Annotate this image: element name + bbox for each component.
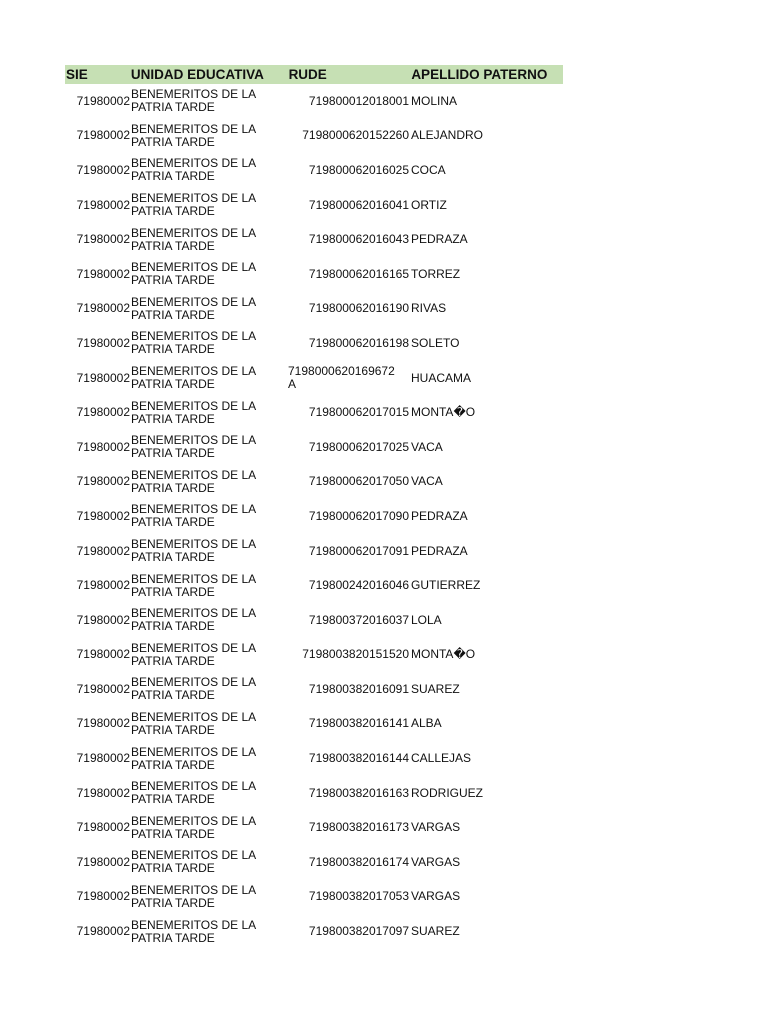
cell-unidad-educativa xyxy=(130,88,288,114)
cell-rude: 719800382016144 xyxy=(308,751,409,766)
cell-sie: 71980002 xyxy=(76,405,130,420)
unidad-educativa-line1: BENEMERITOS DE LA xyxy=(131,709,257,724)
unidad-educativa-line1: BENEMERITOS DE LA xyxy=(131,882,257,897)
cell-unidad-educativa xyxy=(130,261,288,287)
unidad-educativa-line1: BENEMERITOS DE LA xyxy=(131,364,257,379)
cell-rude: 719800382016091 xyxy=(308,681,409,696)
unidad-educativa-line1: BENEMERITOS DE LA xyxy=(131,917,257,932)
cell-apellido-paterno: HUACAMA xyxy=(411,370,472,385)
table-header-row xyxy=(65,65,563,84)
unidad-educativa-line2: PATRIA TARDE xyxy=(131,411,215,426)
cell-sie: 71980002 xyxy=(76,785,130,800)
unidad-educativa-line1: BENEMERITOS DE LA xyxy=(131,675,257,690)
table-row xyxy=(65,810,563,845)
unidad-educativa-line1: BENEMERITOS DE LA xyxy=(131,260,257,275)
cell-unidad-educativa xyxy=(130,849,288,875)
cell-sie: 71980002 xyxy=(76,924,130,939)
unidad-educativa-line1: BENEMERITOS DE LA xyxy=(131,191,257,206)
cell-sie: 71980002 xyxy=(76,820,130,835)
cell-unidad-educativa xyxy=(130,123,288,149)
unidad-educativa-line1: BENEMERITOS DE LA xyxy=(131,640,257,655)
cell-sie: 71980002 xyxy=(76,266,130,281)
cell-apellido-paterno: VARGAS xyxy=(411,820,461,835)
unidad-educativa-line1: BENEMERITOS DE LA xyxy=(131,848,257,863)
cell-sie: 71980002 xyxy=(76,716,130,731)
cell-rude: 719800062016165 xyxy=(308,266,409,281)
cell-unidad-educativa xyxy=(130,296,288,322)
unidad-educativa-line2: PATRIA TARDE xyxy=(131,204,215,219)
table-row xyxy=(65,845,563,880)
unidad-educativa-line2: PATRIA TARDE xyxy=(131,653,215,668)
cell-rude: 719800062016190 xyxy=(308,301,409,316)
unidad-educativa-line2: PATRIA TARDE xyxy=(131,619,215,634)
cell-rude: 719800372016037 xyxy=(308,612,409,627)
header-sie: SIE xyxy=(66,67,88,82)
cell-apellido-paterno: ORTIZ xyxy=(411,197,447,212)
unidad-educativa-line1: BENEMERITOS DE LA xyxy=(131,156,257,171)
cell-sie: 71980002 xyxy=(76,612,130,627)
table-row xyxy=(65,707,563,742)
unidad-educativa-line1: BENEMERITOS DE LA xyxy=(131,87,257,102)
unidad-educativa-line2: PATRIA TARDE xyxy=(131,377,215,392)
unidad-educativa-line1: BENEMERITOS DE LA xyxy=(131,398,257,413)
cell-sie: 71980002 xyxy=(76,301,130,316)
cell-unidad-educativa xyxy=(130,400,288,426)
cell-unidad-educativa xyxy=(130,192,288,218)
cell-sie: 71980002 xyxy=(76,508,130,523)
unidad-educativa-line2: PATRIA TARDE xyxy=(131,307,215,322)
table-row xyxy=(65,603,563,638)
cell-apellido-paterno: TORREZ xyxy=(411,266,461,281)
cell-rude: 719800062016025 xyxy=(308,162,409,177)
unidad-educativa-line1: BENEMERITOS DE LA xyxy=(131,467,257,482)
cell-rude: 719800382016173 xyxy=(308,820,409,835)
cell-unidad-educativa xyxy=(130,919,288,945)
table-row xyxy=(65,534,563,569)
table-row xyxy=(65,638,563,673)
table-row xyxy=(65,188,563,223)
cell-sie: 71980002 xyxy=(76,162,130,177)
unidad-educativa-line2: PATRIA TARDE xyxy=(131,169,215,184)
header-apellido-paterno: APELLIDO PATERNO xyxy=(411,67,548,82)
cell-unidad-educativa xyxy=(130,157,288,183)
cell-rude: 719800062016041 xyxy=(308,197,409,212)
table-row xyxy=(65,568,563,603)
cell-rude: 719800382016174 xyxy=(308,854,409,869)
cell-apellido-paterno: VARGAS xyxy=(411,889,461,904)
cell-sie: 71980002 xyxy=(76,543,130,558)
cell-rude: 7198000620152260 xyxy=(302,128,409,143)
cell-apellido-paterno: ALEJANDRO xyxy=(411,128,484,143)
unidad-educativa-line2: PATRIA TARDE xyxy=(131,792,215,807)
unidad-educativa-line1: BENEMERITOS DE LA xyxy=(131,813,257,828)
cell-apellido-paterno: PEDRAZA xyxy=(411,508,468,523)
table-row xyxy=(65,84,563,119)
cell-rude: 719800062017090 xyxy=(308,508,409,523)
cell-apellido-paterno: PEDRAZA xyxy=(411,543,468,558)
table-row xyxy=(65,465,563,500)
unidad-educativa-line2: PATRIA TARDE xyxy=(131,515,215,530)
cell-unidad-educativa xyxy=(130,607,288,633)
table-row xyxy=(65,776,563,811)
cell-sie: 71980002 xyxy=(76,93,130,108)
unidad-educativa-line1: BENEMERITOS DE LA xyxy=(131,502,257,517)
cell-apellido-paterno: LOLA xyxy=(411,612,442,627)
unidad-educativa-line1: BENEMERITOS DE LA xyxy=(131,121,257,136)
cell-sie: 71980002 xyxy=(76,439,130,454)
unidad-educativa-line2: PATRIA TARDE xyxy=(131,826,215,841)
table-row xyxy=(65,672,563,707)
cell-sie: 71980002 xyxy=(76,889,130,904)
table-row xyxy=(65,880,563,915)
cell-sie: 71980002 xyxy=(76,751,130,766)
cell-sie: 71980002 xyxy=(76,232,130,247)
cell-rude: 719800242016046 xyxy=(308,578,409,593)
cell-rude: 719800382017053 xyxy=(308,889,409,904)
table-row xyxy=(65,361,563,396)
cell-unidad-educativa xyxy=(130,469,288,495)
cell-sie: 71980002 xyxy=(76,128,130,143)
header-rude: RUDE xyxy=(288,67,327,82)
table-row xyxy=(65,914,563,949)
cell-rude xyxy=(288,365,411,391)
cell-unidad-educativa xyxy=(130,503,288,529)
cell-rude: 719800382017097 xyxy=(308,924,409,939)
cell-apellido-paterno: MONTA�O xyxy=(411,647,476,662)
unidad-educativa-line2: PATRIA TARDE xyxy=(131,584,215,599)
cell-rude: 719800382016141 xyxy=(308,716,409,731)
unidad-educativa-line2: PATRIA TARDE xyxy=(131,688,215,703)
cell-apellido-paterno: ALBA xyxy=(411,716,442,731)
unidad-educativa-line2: PATRIA TARDE xyxy=(131,861,215,876)
cell-apellido-paterno: PEDRAZA xyxy=(411,232,468,247)
unidad-educativa-line1: BENEMERITOS DE LA xyxy=(131,433,257,448)
cell-unidad-educativa xyxy=(130,227,288,253)
cell-unidad-educativa xyxy=(130,365,288,391)
unidad-educativa-line1: BENEMERITOS DE LA xyxy=(131,571,257,586)
cell-rude: 719800062017050 xyxy=(308,474,409,489)
cell-sie: 71980002 xyxy=(76,854,130,869)
cell-apellido-paterno: CALLEJAS xyxy=(411,751,472,766)
table-row xyxy=(65,292,563,327)
cell-apellido-paterno: VARGAS xyxy=(411,854,461,869)
cell-apellido-paterno: MONTA�O xyxy=(411,405,476,420)
cell-apellido-paterno: VACA xyxy=(411,474,443,489)
cell-rude: 719800062017091 xyxy=(308,543,409,558)
cell-unidad-educativa xyxy=(130,676,288,702)
cell-sie: 71980002 xyxy=(76,578,130,593)
cell-apellido-paterno: RODRIGUEZ xyxy=(411,785,483,800)
cell-rude: 719800062017015 xyxy=(308,405,409,420)
unidad-educativa-line1: BENEMERITOS DE LA xyxy=(131,294,257,309)
cell-apellido-paterno: VACA xyxy=(411,439,443,454)
table-row xyxy=(65,326,563,361)
cell-rude: 719800062016043 xyxy=(308,232,409,247)
table-row xyxy=(65,119,563,154)
cell-unidad-educativa xyxy=(130,815,288,841)
table-row xyxy=(65,222,563,257)
unidad-educativa-line1: BENEMERITOS DE LA xyxy=(131,606,257,621)
rude-line2: A xyxy=(288,377,297,392)
cell-apellido-paterno: SUAREZ xyxy=(411,681,460,696)
cell-apellido-paterno: MOLINA xyxy=(411,93,458,108)
unidad-educativa-line2: PATRIA TARDE xyxy=(131,722,215,737)
unidad-educativa-line1: BENEMERITOS DE LA xyxy=(131,329,257,344)
cell-unidad-educativa xyxy=(130,711,288,737)
table-body xyxy=(65,84,563,949)
cell-sie: 71980002 xyxy=(76,474,130,489)
unidad-educativa-line2: PATRIA TARDE xyxy=(131,134,215,149)
cell-sie: 71980002 xyxy=(76,370,130,385)
unidad-educativa-line2: PATRIA TARDE xyxy=(131,550,215,565)
table-row xyxy=(65,430,563,465)
unidad-educativa-line2: PATRIA TARDE xyxy=(131,480,215,495)
cell-rude: 719800382016163 xyxy=(308,785,409,800)
cell-apellido-paterno: SOLETO xyxy=(411,335,460,350)
table-row xyxy=(65,153,563,188)
cell-apellido-paterno: GUTIERREZ xyxy=(411,578,481,593)
cell-sie: 71980002 xyxy=(76,681,130,696)
cell-unidad-educativa xyxy=(130,434,288,460)
cell-unidad-educativa xyxy=(130,642,288,668)
unidad-educativa-line1: BENEMERITOS DE LA xyxy=(131,744,257,759)
unidad-educativa-line2: PATRIA TARDE xyxy=(131,895,215,910)
table-row xyxy=(65,395,563,430)
student-table xyxy=(65,65,563,949)
cell-sie: 71980002 xyxy=(76,647,130,662)
cell-unidad-educativa xyxy=(130,884,288,910)
unidad-educativa-line1: BENEMERITOS DE LA xyxy=(131,225,257,240)
unidad-educativa-line2: PATRIA TARDE xyxy=(131,273,215,288)
rude-line1: 7198000620169672 xyxy=(288,364,395,379)
unidad-educativa-line1: BENEMERITOS DE LA xyxy=(131,537,257,552)
cell-unidad-educativa xyxy=(130,780,288,806)
cell-rude: 719800012018001 xyxy=(308,93,409,108)
table-row xyxy=(65,499,563,534)
cell-sie: 71980002 xyxy=(76,335,130,350)
cell-sie: 71980002 xyxy=(76,197,130,212)
header-unidad-educativa: UNIDAD EDUCATIVA xyxy=(130,67,264,82)
cell-apellido-paterno: RIVAS xyxy=(411,301,447,316)
cell-rude: 7198003820151520 xyxy=(302,647,409,662)
cell-rude: 719800062017025 xyxy=(308,439,409,454)
cell-rude: 719800062016198 xyxy=(308,335,409,350)
table-row xyxy=(65,741,563,776)
table-row xyxy=(65,257,563,292)
cell-apellido-paterno: SUAREZ xyxy=(411,924,460,939)
cell-unidad-educativa xyxy=(130,746,288,772)
cell-unidad-educativa xyxy=(130,573,288,599)
unidad-educativa-line2: PATRIA TARDE xyxy=(131,238,215,253)
unidad-educativa-line2: PATRIA TARDE xyxy=(131,100,215,115)
unidad-educativa-line1: BENEMERITOS DE LA xyxy=(131,779,257,794)
unidad-educativa-line2: PATRIA TARDE xyxy=(131,757,215,772)
cell-unidad-educativa xyxy=(130,538,288,564)
unidad-educativa-line2: PATRIA TARDE xyxy=(131,930,215,945)
unidad-educativa-line2: PATRIA TARDE xyxy=(131,342,215,357)
cell-unidad-educativa xyxy=(130,330,288,356)
cell-apellido-paterno: COCA xyxy=(411,162,446,177)
unidad-educativa-line2: PATRIA TARDE xyxy=(131,446,215,461)
